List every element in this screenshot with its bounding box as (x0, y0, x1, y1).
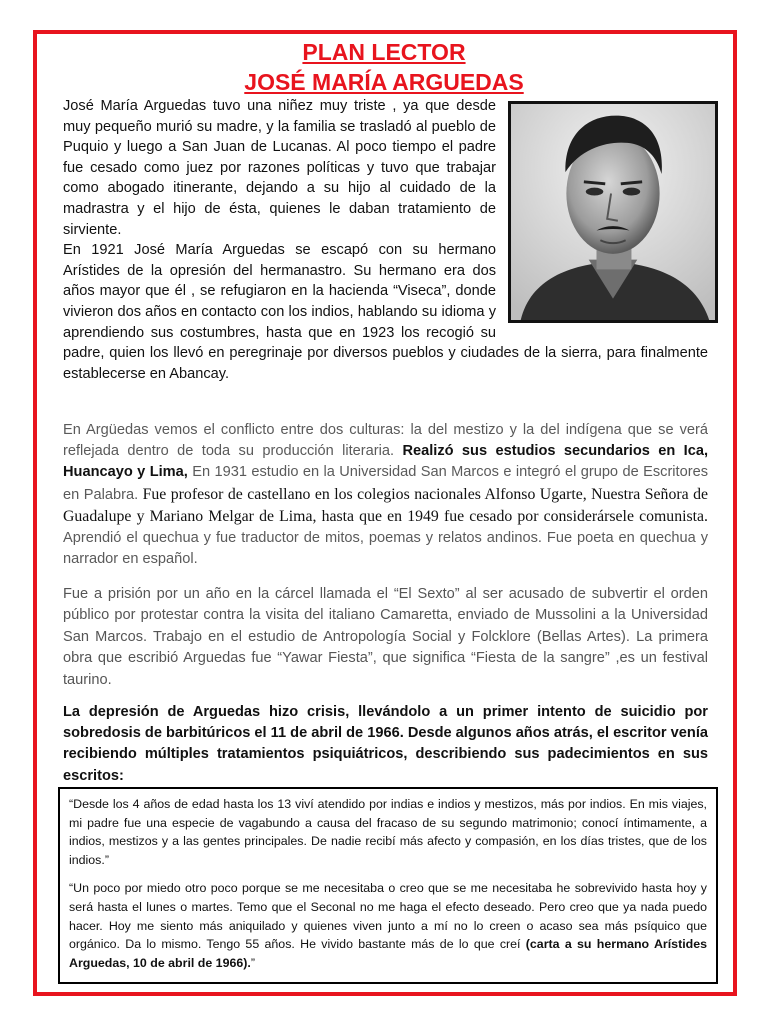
biography-paragraph-childhood: José María Arguedas tuvo una niñez muy triste , ya que desde muy pequeño murió su madre, y la familia se trasladó al pueblo de Puquio y luego a San Juan de Lucanas. Al poco tiempo el padre fue cesado como juez por razones políticas y tuvo que trabajar como abogado itinerante, dejando a su hijo al cuidado de la madrastra y el hijo de ésta, quienes le daban tratamiento de sirviente. (63, 98, 496, 238)
prison-paragraph: Fue a prisión por un año en la cárcel llamada el “El Sexto” al ser acusado de subvertir el orden público por protestar contra la visita del italiano Camaretta, enviado de Mussolini a la Universidad San Marcos. Trabajo en el estudio de Antropología Social y Folcklore (Bellas Artes). La primera obra que escribió Arguedas fue “Yawar Fiesta”, que significa “Fiesta de la sangre” ,es un festival taurino. (63, 586, 708, 688)
culture-conflict-text: En Argüedas vemos el conflicto entre dos culturas: la del mestizo y la del indígena que se verá reflejada dentro de toda su producción literaria. (63, 422, 708, 460)
quote-letter-text: “Un poco por miedo otro poco porque se me necesitaba o creo que se me necesitaba he sobrevivido hasta hoy y será hasta el lunes o martes. Temo que el Seconal no me haga el efecto deseado. Pero creo que ya nada puedo hacer. Hoy me siento más aniquilado y quienes viven junto a mí no lo creen o acaso sea más psíquico que orgánico. Da lo mismo. Tengo 55 años. He vivido bastante más de lo que creí (69, 881, 707, 952)
biography-paragraph-escape: En 1921 José María Arguedas se escapó con su hermano Arístides de la opresión del hermanastro. Su hermano era dos años mayor que él , se refugiaron en la hacienda “Viseca”, donde vivieron dos años en contacto con los indios, hablando su idioma y aprendiendo sus costumbres, hasta que en 1923 los recogió su padre, quien los llevó en peregrinaje por diversos pueblos y ciudades de la sierra, para finalmente establecerse en Abancay. (63, 242, 708, 382)
culture-university-text: En 1931 estudio en la Universidad San Marcos e integró el grupo de Escritores en Palabra. (63, 464, 708, 503)
quotes-box (58, 787, 718, 984)
page-title: PLAN LECTOR (302, 39, 466, 65)
quote-letter-source: (carta a su hermano Arístides Arguedas, 10 de abril de 1966). (69, 937, 707, 970)
quote-letter (69, 879, 707, 972)
quote-letter-end: ” (250, 955, 255, 970)
biography-text (63, 96, 708, 384)
quote-childhood: “Desde los 4 años de edad hasta los 13 viví atendido por indias e indios y mestizos, más por indios. En mis viajes, mi padre fue una especie de vagabundo a causa del fracaso de su segundo matrimonio; conocí íntimamente, a indios, mestizos y a las gentes principales. De nadie recibí más afecto y compasión, en los días tristes, que de los indios.” (69, 797, 707, 867)
culture-quechua-text: Aprendió el quechua y fue traductor de mitos, poemas y relatos andinos. Fue poeta en quechua y narrador en español. (63, 530, 708, 568)
culture-teacher-text: Fue profesor de castellano en los colegios nacionales Alfonso Ugarte, Nuestra Señora de Guadalupe y Mariano Melgar de Lima, hasta que en 1949 fue cesado por considerársele comunista. (63, 485, 708, 525)
depression-paragraph: La depresión de Arguedas hizo crisis, llevándolo a un primer intento de suicidio por sobredosis de barbitúricos el 11 de abril de 1966. Desde algunos años atrás, el escritor venía recibiendo múltiples tratamientos psiquiátricos, describiendo sus padecimientos en sus escritos: (63, 704, 708, 784)
culture-paragraph (63, 420, 708, 570)
culture-studies-text: Realizó sus estudios secundarios en Ica, Huancayo y Lima, (63, 443, 708, 481)
page-subtitle: JOSÉ MARÍA ARGUEDAS (244, 69, 524, 95)
